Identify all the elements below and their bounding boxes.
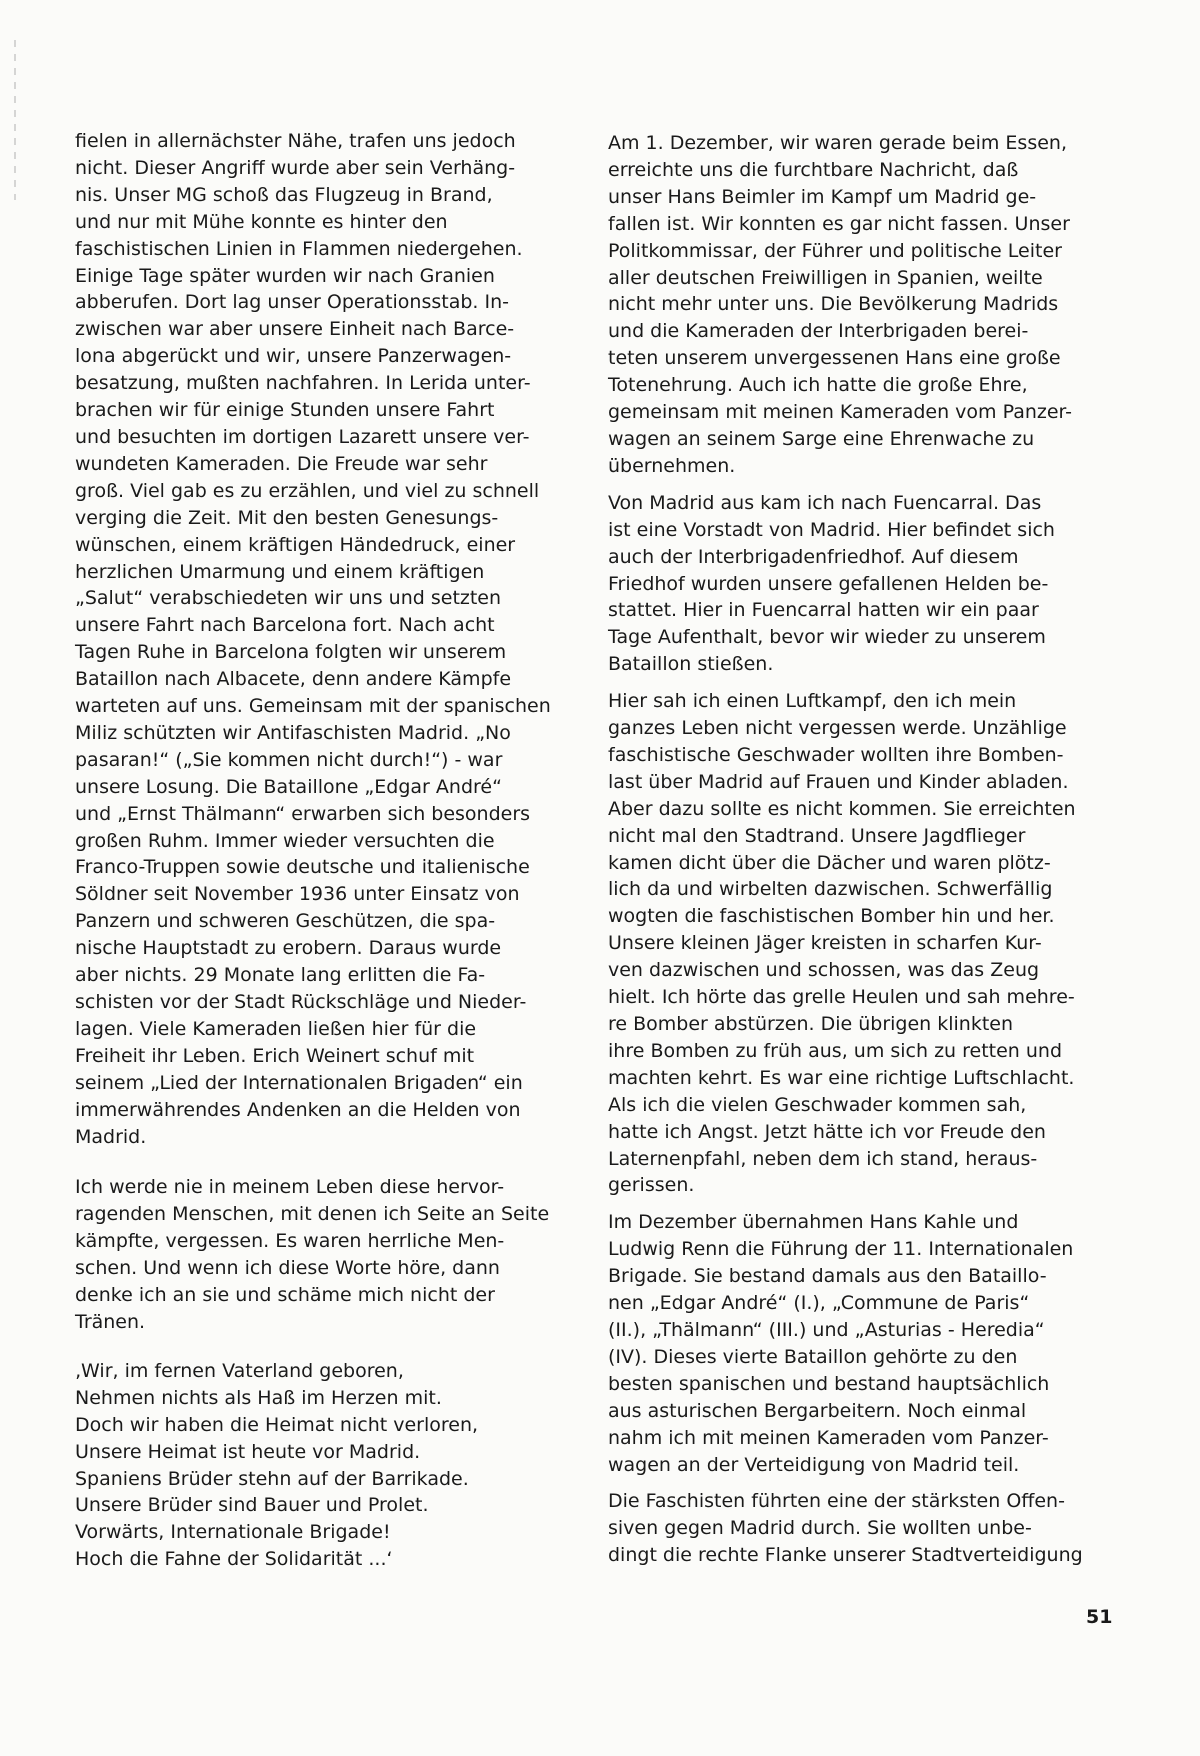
left-column (75, 128, 577, 1573)
poem-line: Unsere Brüder sind Bauer und Prolet. (75, 1494, 429, 1517)
right-paragraph-5: Die Faschisten führten eine der stärksten Offen- siven gegen Madrid durch. Sie wollten unbe- dingt die rechte Flanke unserer Stadtverteidigung (608, 1490, 1083, 1567)
poem-line: Doch wir haben die Heimat nicht verloren, (75, 1413, 479, 1436)
page-number: 51 (1086, 1606, 1113, 1628)
right-paragraph-2: Von Madrid aus kam ich nach Fuencarral. Das ist eine Vorstadt von Madrid. Hier befindet sich auch der Interbrigadenfriedhof. Auf diesem Friedhof wurden unsere gefallenen Helden be- stattet. Hier in Fuencarral hatten wir ein paar Tage Aufenthalt, bevor wir wieder zu unserem Bataillon stießen. (608, 491, 1055, 676)
binding-margin-mark (14, 40, 16, 200)
poem-line: Spaniens Brüder stehn auf der Barrikade. (75, 1467, 469, 1490)
poem-line: Unsere Heimat ist heute vor Madrid. (75, 1440, 421, 1463)
right-paragraph-3: Hier sah ich einen Luftkampf, den ich mein ganzes Leben nicht vergessen werde. Unzählige faschistische Geschwader wollten ihre Bomben- last über Madrid auf Frauen und Kinder abladen. Aber dazu sollte es nicht kommen. Sie erreichten nicht mal den Stadtrand. Unsere Jagdflieger kamen dicht über die Dächer und waren plötz- lich da und wirbelten dazwischen. Schwerfällig wogten die faschistischen Bomber hin und her. Unsere kleinen Jäger kreisten in scharfen Kur- ven dazwischen und schossen, was das Zeug hielt. Ich hörte das grelle Heulen und sah mehre- re Bomber abstürzen. Die übrigen klinkten ihre Bomben zu früh aus, um sich zu retten und machten kehrt. Es war eine richtige Luftschlacht. Als ich die vielen Geschwader kommen sah, hatte ich Angst. Jetzt hätte ich vor Freude den Laternenpfahl, neben dem ich stand, heraus- gerissen. (608, 690, 1076, 1197)
right-column (608, 130, 1104, 1579)
left-paragraph-2: Ich werde nie in meinem Leben diese hervor- ragenden Menschen, mit denen ich Seite an Seite kämpfte, vergessen. Es waren herrliche Men- schen. Und wenn ich diese Worte höre, dann denke ich an sie und schäme mich nicht der Tränen. (75, 1176, 550, 1333)
right-paragraph-1: Am 1. Dezember, wir waren gerade beim Essen, erreichte uns die furchtbare Nachricht, daß unser Hans Beimler im Kampf um Madrid ge- fallen ist. Wir konnten es gar nicht fassen. Unser Politkommissar, der Führer und politische Leiter aller deutschen Freiwilligen in Spanien, weilte nicht mehr unter uns. Die Bevölkerung Madrids und die Kameraden der Interbrigaden berei- teten unserem unvergessenen Hans eine große Totenehrung. Auch ich hatte die große Ehre, gemeinsam mit meinen Kameraden vom Panzer- wagen an seinem Sarge eine Ehrenwache zu übernehmen. (608, 132, 1072, 477)
poem-line: ‚Wir, im fernen Vaterland geboren, (75, 1359, 404, 1382)
poem-line: Nehmen nichts als Haß im Herzen mit. (75, 1386, 442, 1409)
poem (75, 1358, 577, 1573)
poem-line: Hoch die Fahne der Solidarität ...‘ (75, 1548, 393, 1571)
poem-line: Vorwärts, Internationale Brigade! (75, 1521, 391, 1544)
right-paragraph-4: Im Dezember übernahmen Hans Kahle und Ludwig Renn die Führung der 11. Internationalen Brigade. Sie bestand damals aus den Bataillo- nen „Edgar André“ (I.), „Commune de Paris“ (II.), „Thälmann“ (III.) und „Asturias - Heredia“ (IV). Dieses vierte Bataillon gehörte zu den besten spanischen und bestand hauptsächlich aus asturischen Bergarbeitern. Noch einmal nahm ich mit meinen Kameraden vom Panzer- wagen an der Verteidigung von Madrid teil. (608, 1211, 1074, 1476)
left-paragraph-1: fielen in allernächster Nähe, trafen uns jedoch nicht. Dieser Angriff wurde aber sein Verhäng- nis. Unser MG schoß das Flugzeug in Brand, und nur mit Mühe konnte es hinter den faschistischen Linien in Flammen niedergehen. Einige Tage später wurden wir nach Granien abberufen. Dort lag unser Operationsstab. In- zwischen war aber unsere Einheit nach Barce- lona abgerückt und wir, unsere Panzerwagen- besatzung, mußten nachfahren. In Lerida unter- brachen wir für einige Stunden unsere Fahrt und besuchten im dortigen Lazarett unsere ver- wundeten Kameraden. Die Freude war sehr groß. Viel gab es zu erzählen, und viel zu schnell verging die Zeit. Mit den besten Genesungs- wünschen, einem kräftigen Händedruck, einer herzlichen Umarmung und einem kräftigen „Salut“ verabschiedeten wir uns und setzten unsere Fahrt nach Barcelona fort. Nach acht Tagen Ruhe in Barcelona folgten wir unserem Bataillon nach Albacete, denn andere Kämpfe warteten auf uns. Gemeinsam mit der spanischen Miliz schützten wir Antifaschisten Madrid. „No pasaran!“ („Sie kommen nicht durch!“) - war unsere Losung. Die Bataillone „Edgar André“ und „Ernst Thälmann“ erwarben sich besonders großen Ruhm. Immer wieder versuchten die Franco-Truppen sowie deutsche und italienische Söldner seit November 1936 unter Einsatz von Panzern und schweren Geschützen, die spa- nische Hauptstadt zu erobern. Daraus wurde aber nichts. 29 Monate lang erlitten die Fa- schisten vor der Stadt Rückschläge und Nieder- lagen. Viele Kameraden ließen hier für die Freiheit ihr Leben. Erich Weinert schuf mit seinem „Lied der Internationalen Brigaden“ ein immerwährendes Andenken an die Helden von Madrid. (75, 130, 551, 1148)
